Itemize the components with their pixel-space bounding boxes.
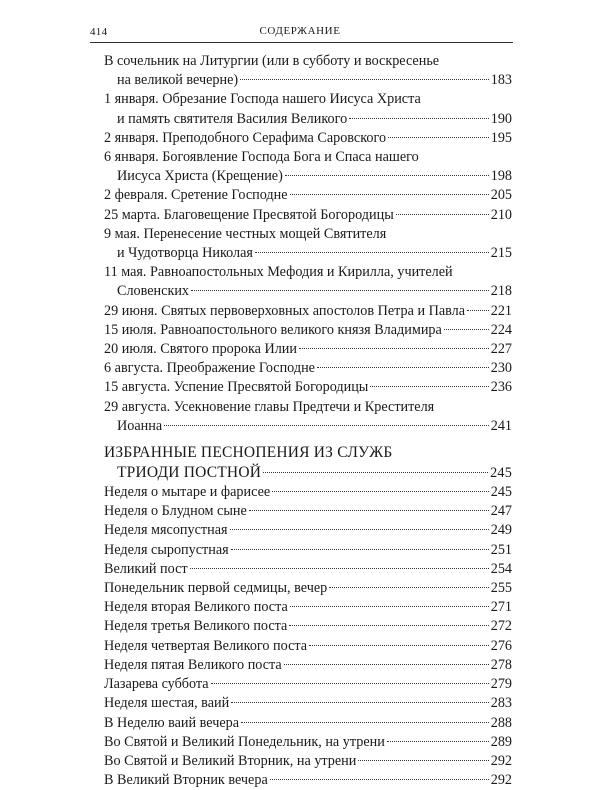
toc-entry[interactable] <box>104 521 512 540</box>
running-head: СОДЕРЖАНИЕ <box>259 25 341 37</box>
toc-entry-title: Неделя шестая, ваий <box>104 695 230 712</box>
toc-entry-title: Неделя вторая Великого поста <box>104 599 288 616</box>
dot-leader <box>290 606 489 607</box>
toc-group-feasts <box>104 52 512 436</box>
toc-entry-title: Великий пост <box>104 560 188 577</box>
toc-entry-title: Во Святой и Великий Вторник, на утрени <box>104 752 357 769</box>
dot-leader <box>285 175 489 176</box>
toc-entry-page: 271 <box>490 599 512 616</box>
dot-leader <box>396 214 489 215</box>
toc-entry[interactable] <box>104 378 512 397</box>
toc-entry-title: Иисуса Христа (Крещение) <box>117 168 283 185</box>
section-heading-line: ИЗБРАННЫЕ ПЕСНОПЕНИЯ ИЗ СЛУЖБ <box>104 444 393 462</box>
section-heading-page: 245 <box>490 464 512 481</box>
toc-entry[interactable] <box>104 52 512 90</box>
toc-entry[interactable] <box>104 359 512 378</box>
toc-entry-page: 283 <box>490 695 512 712</box>
toc-entry[interactable] <box>104 398 512 436</box>
toc-entry-line: 29 августа. Усекновение главы Предтечи и Крестителя <box>104 398 435 415</box>
toc-entry-page: 254 <box>490 560 512 577</box>
dot-leader <box>358 760 488 761</box>
toc-entry[interactable] <box>104 206 512 225</box>
toc-entry-title: В Великий Вторник вечера <box>104 772 268 789</box>
toc-entry-page: 227 <box>490 341 512 358</box>
toc-entry[interactable] <box>104 560 512 579</box>
dot-leader <box>387 741 489 742</box>
toc-entry-line: 9 мая. Перенесение честных мощей Святителя <box>104 225 387 242</box>
toc-entry-page: 292 <box>490 772 512 789</box>
dot-leader <box>309 645 489 646</box>
page-number: 414 <box>90 26 108 38</box>
toc-entry-page: 279 <box>490 676 512 693</box>
toc-entry-title: 29 июня. Святых первоверховных апостолов Петра и Павла <box>104 302 466 319</box>
toc-entry-title: 15 июля. Равноапостольного великого князя Владимира <box>104 321 442 338</box>
toc-entry-title: 15 августа. Успение Пресвятой Богородицы <box>104 379 369 396</box>
toc-entry-title: Словенских <box>117 283 190 300</box>
toc-entry-title: Неделя четвертая Великого поста <box>104 637 308 654</box>
toc-entry-page: 249 <box>490 522 512 539</box>
toc-entry-title: Неделя мясопустная <box>104 522 228 539</box>
dot-leader <box>241 722 489 723</box>
toc-entry-title: Неделя о Блудном сыне <box>104 503 247 520</box>
toc-entry-page: 210 <box>490 206 512 223</box>
toc-entry-title: Иоанна <box>117 417 163 434</box>
dot-leader <box>284 664 489 665</box>
toc-entry-title: Неделя сыропустная <box>104 541 229 558</box>
toc-entry-page: 247 <box>490 503 512 520</box>
dot-leader <box>190 568 489 569</box>
header-rule <box>90 42 513 43</box>
toc-entry[interactable] <box>104 502 512 521</box>
toc-entry-title: на великой вечерне) <box>117 72 239 89</box>
dot-leader <box>270 779 489 780</box>
dot-leader <box>164 425 489 426</box>
toc-entry[interactable] <box>104 637 512 656</box>
toc-entry-page: 205 <box>490 187 512 204</box>
toc-entry-page: 183 <box>490 72 512 89</box>
dot-leader <box>329 587 488 588</box>
section-heading[interactable] <box>104 443 512 483</box>
dot-leader <box>231 702 489 703</box>
dot-leader <box>317 367 489 368</box>
toc-entry[interactable] <box>104 186 512 205</box>
dot-leader <box>444 329 489 330</box>
toc-entry-title: Понедельник первой седмицы, вечер <box>104 580 328 597</box>
dot-leader <box>349 118 489 119</box>
toc-entry[interactable] <box>104 733 512 752</box>
toc-entry-title: 6 августа. Преображение Господне <box>104 360 315 377</box>
toc-entry[interactable] <box>104 771 512 790</box>
toc-entry[interactable] <box>104 656 512 675</box>
toc-entry-line: В сочельник на Литургии (или в субботу и воскресенье <box>104 53 440 69</box>
toc-entry[interactable] <box>104 263 512 301</box>
toc-entry-page: 221 <box>490 302 512 319</box>
toc-entry[interactable] <box>104 694 512 713</box>
toc-entry[interactable] <box>104 675 512 694</box>
toc-entry-page: 272 <box>490 618 512 635</box>
toc-entry[interactable] <box>104 579 512 598</box>
dot-leader <box>289 625 488 626</box>
toc-entry[interactable] <box>104 225 512 263</box>
toc-entry-title: и память святителя Василия Великого <box>117 110 348 127</box>
toc-entry[interactable] <box>104 617 512 636</box>
dot-leader <box>249 510 489 511</box>
toc-entry-page: 195 <box>490 129 512 146</box>
dot-leader <box>272 491 489 492</box>
toc-entry[interactable] <box>104 752 512 771</box>
toc-entry[interactable] <box>104 598 512 617</box>
toc-entry[interactable] <box>104 148 512 186</box>
toc-entry-page: 241 <box>490 417 512 434</box>
toc-entry-title: Во Святой и Великий Понедельник, на утрени <box>104 733 385 750</box>
toc-entry-title: и Чудотворца Николая <box>117 245 253 262</box>
toc-entry[interactable] <box>104 541 512 560</box>
toc-entry-page: 288 <box>490 714 512 731</box>
toc-entry-title: Лазарева суббота <box>104 676 209 693</box>
toc-entry[interactable] <box>104 90 512 128</box>
toc-entry-title: Неделя третья Великого поста <box>104 618 288 635</box>
toc-entry[interactable] <box>104 483 512 502</box>
toc-entry-page: 236 <box>490 379 512 396</box>
toc-entry-page: 289 <box>490 733 512 750</box>
toc-entry-page: 276 <box>490 637 512 654</box>
dot-leader <box>290 194 489 195</box>
toc-entry-title: 20 июля. Святого пророка Илии <box>104 341 297 358</box>
toc-entry-page: 230 <box>490 360 512 377</box>
toc-entry-page: 251 <box>490 541 512 558</box>
dot-leader <box>467 310 489 311</box>
toc-entry[interactable] <box>104 714 512 733</box>
dot-leader <box>231 549 489 550</box>
toc-entry-page: 198 <box>490 168 512 185</box>
toc-entry-page: 245 <box>490 484 512 501</box>
dot-leader <box>230 529 489 530</box>
toc-entry-page: 278 <box>490 656 512 673</box>
dot-leader <box>299 348 489 349</box>
dot-leader <box>191 290 489 291</box>
toc-entry-page: 292 <box>490 752 512 769</box>
dot-leader <box>255 252 489 253</box>
toc-entry-page: 255 <box>490 580 512 597</box>
toc-entry-title: Неделя пятая Великого поста <box>104 656 282 673</box>
toc-entry-page: 218 <box>490 283 512 300</box>
toc-entry-page: 190 <box>490 110 512 127</box>
toc-entry[interactable] <box>104 340 512 359</box>
toc-entry-page: 215 <box>490 245 512 262</box>
toc-entry-page: 224 <box>490 321 512 338</box>
dot-leader <box>211 683 489 684</box>
toc-entry-title: 2 января. Преподобного Серафима Саровского <box>104 129 387 146</box>
toc-entry[interactable] <box>104 302 512 321</box>
section-heading-line: ТРИОДИ ПОСТНОЙ <box>117 463 262 481</box>
dot-leader <box>240 79 489 80</box>
table-of-contents <box>104 52 512 790</box>
toc-entry-title: 25 марта. Благовещение Пресвятой Богородицы <box>104 206 394 223</box>
dot-leader <box>263 472 488 473</box>
toc-entry-title: В Неделю ваий вечера <box>104 714 240 731</box>
toc-entry-line: 11 мая. Равноапостольных Мефодия и Кирилла, учителей <box>104 264 453 281</box>
toc-entry[interactable] <box>104 129 512 148</box>
toc-group-triodion <box>104 483 512 790</box>
dot-leader <box>388 137 489 138</box>
dot-leader <box>370 386 488 387</box>
toc-entry-title: Неделя о мытаре и фарисее <box>104 484 271 501</box>
toc-entry-line: 6 января. Богоявление Господа Бога и Спаса нашего <box>104 149 419 166</box>
toc-entry-title: 2 февраля. Сретение Господне <box>104 187 288 204</box>
toc-entry-line: 1 января. Обрезание Господа нашего Иисуса Христа <box>104 91 421 108</box>
toc-entry[interactable] <box>104 321 512 340</box>
